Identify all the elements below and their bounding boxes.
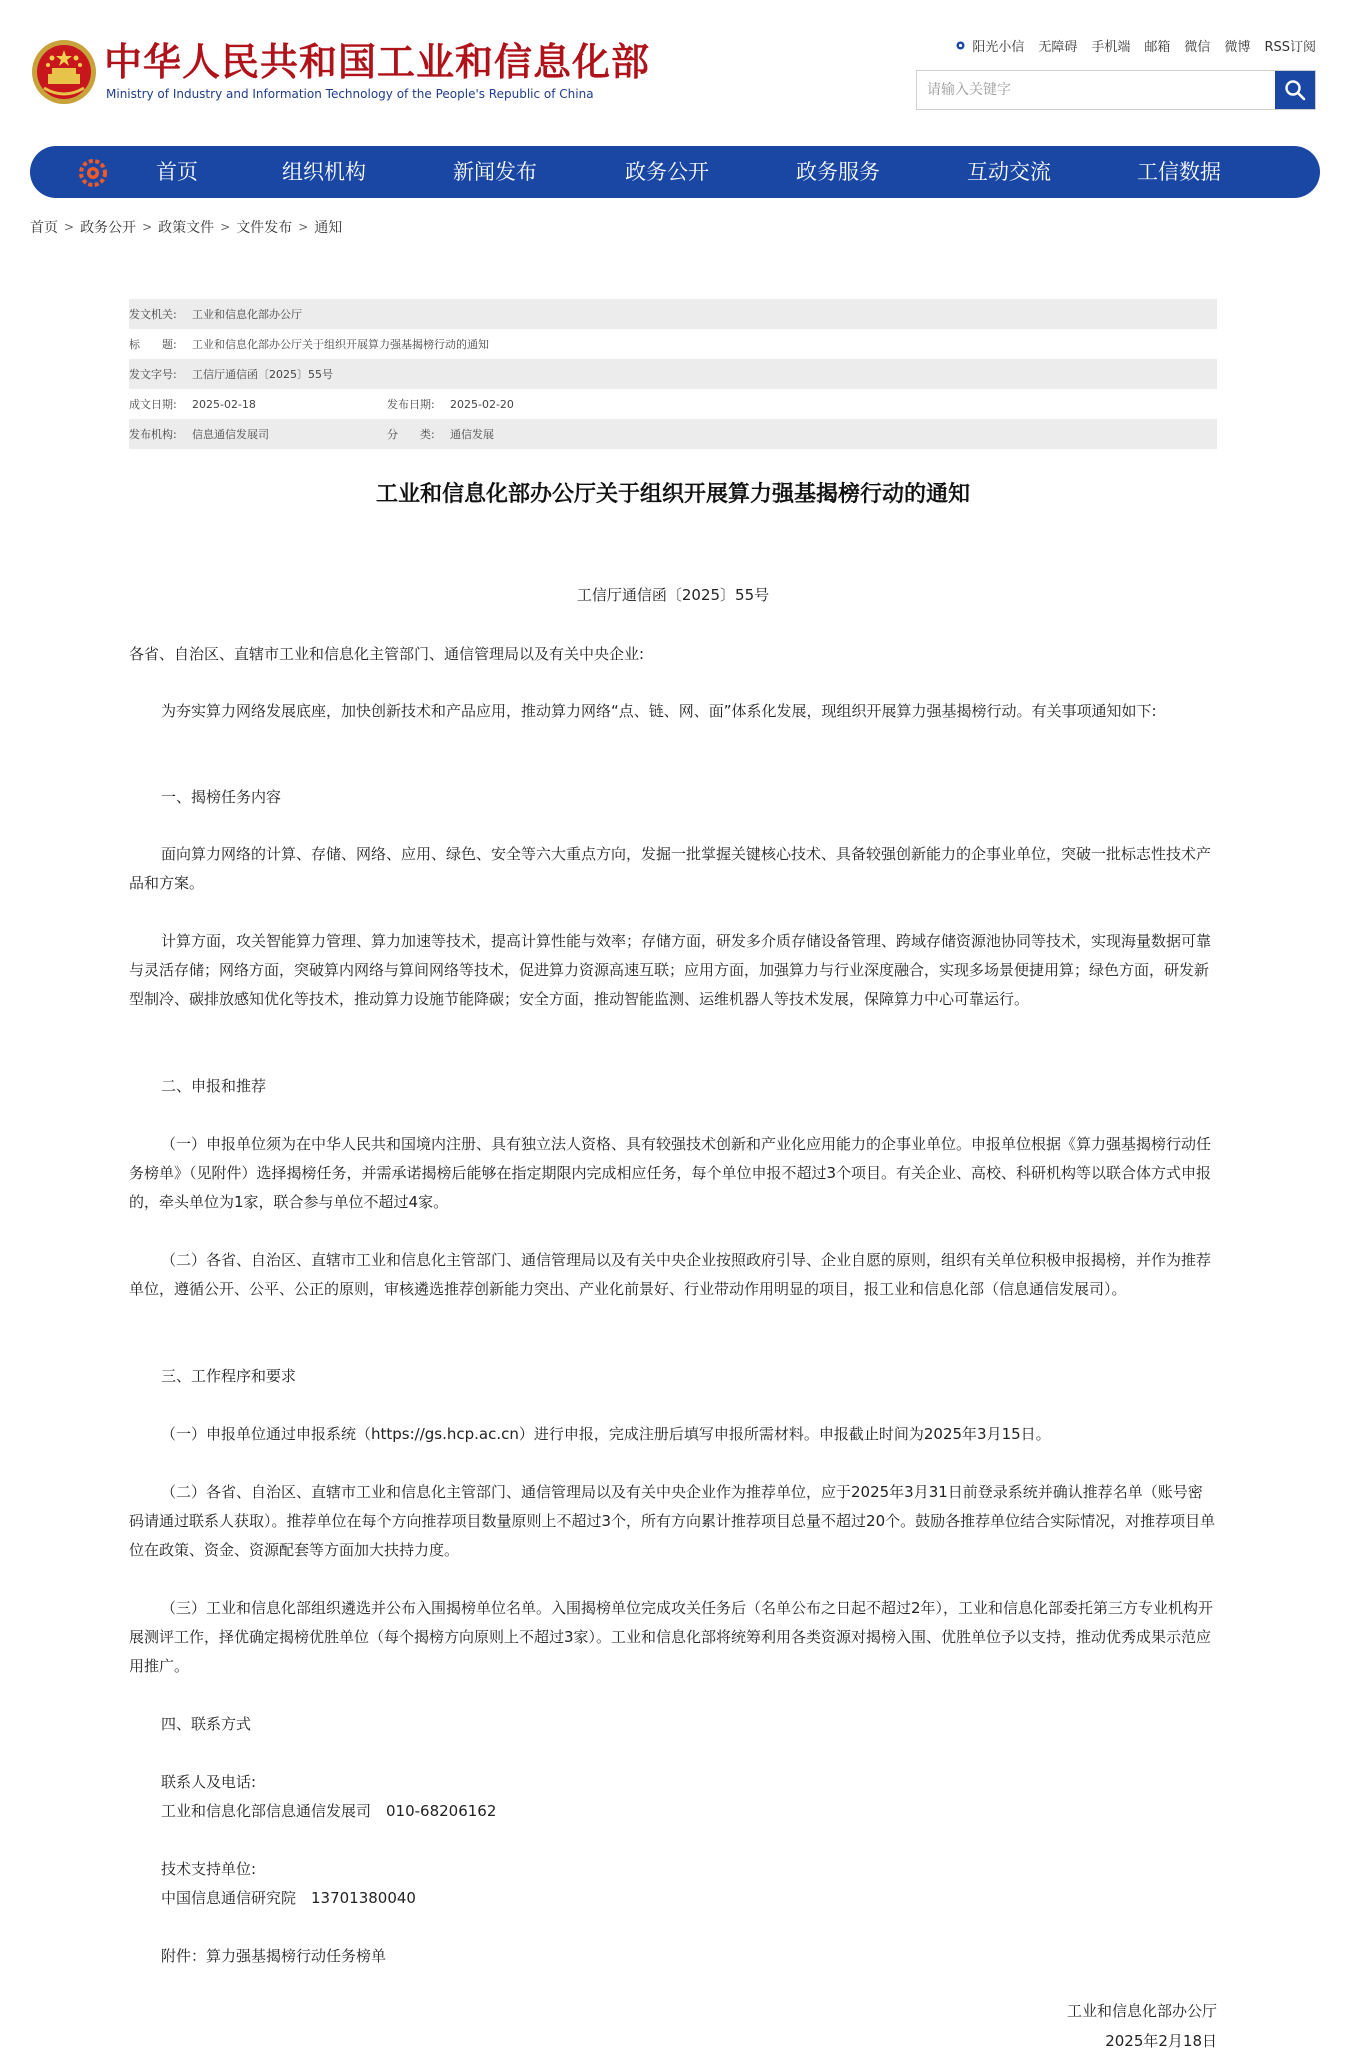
article-heading: 一、揭榜任务内容 <box>161 788 282 806</box>
meta-label: 发布日期: <box>387 398 435 411</box>
article-paragraph: （三）工业和信息化部组织遴选并公布入围揭榜单位名单。入围揭榜单位完成攻关任务后（名单公布之日起不超过2年），工业和信息化部委托第三方专业机构开展测评工作，择优确定揭榜优胜单位（每个揭榜方向原则上不超过3家）。工业和信息化部将统筹利用各类资源对揭榜入围、优胜单位予以支持，推动优秀成果示范应用推广。 <box>129 1599 1214 1675</box>
meta-value-docno: 工信厅通信函〔2025〕55号 <box>192 368 333 381</box>
breadcrumb-separator: > <box>142 220 153 234</box>
support-label: 技术支持单位: <box>161 1860 257 1878</box>
meta-value-title: 工业和信息化部办公厅关于组织开展算力强基揭榜行动的通知 <box>192 338 489 351</box>
meta-row-docno <box>129 359 1217 389</box>
meta-label: 发文机关: <box>129 308 177 321</box>
toplink-wechat[interactable]: 微信 <box>1184 40 1211 55</box>
article-paragraph: （一）申报单位通过申报系统（https://gs.hcp.ac.cn）进行申报，完成注册后填写申报所需材料。申报截止时间为2025年3月15日。 <box>161 1425 1051 1443</box>
meta-value-issuer: 工业和信息化部办公厅 <box>192 308 302 321</box>
breadcrumb-separator: > <box>298 220 309 234</box>
meta-row-title <box>129 329 1217 359</box>
nav-news[interactable]: 新闻发布 <box>453 160 537 184</box>
article-doc-number: 工信厅通信函〔2025〕55号 <box>576 586 770 604</box>
article-heading: 三、工作程序和要求 <box>161 1367 297 1385</box>
meta-value-category: 通信发展 <box>450 428 494 441</box>
national-emblem-icon <box>30 38 98 106</box>
meta-row-org <box>129 419 1217 449</box>
top-links <box>954 36 1316 55</box>
nav-home[interactable]: 首页 <box>156 160 198 184</box>
meta-label: 发文字号: <box>129 368 177 381</box>
support-info: 中国信息通信研究院 13701380040 <box>161 1889 416 1907</box>
breadcrumb-separator: > <box>220 220 231 234</box>
article-paragraph: 面向算力网络的计算、存储、网络、应用、绿色、安全等六大重点方向，发掘一批掌握关键核心技术、具备较强创新能力的企事业单位，突破一批标志性技术产品和方案。 <box>129 845 1212 892</box>
nav-organization[interactable]: 组织机构 <box>282 160 366 184</box>
attachment-link[interactable]: 附件：算力强基揭榜行动任务榜单 <box>161 1947 387 1965</box>
toplink-mobile[interactable]: 手机端 <box>1091 40 1131 55</box>
search-button[interactable] <box>1275 71 1315 109</box>
toplink-weibo[interactable]: 微博 <box>1224 40 1251 55</box>
breadcrumb-notice[interactable]: 通知 <box>314 220 343 236</box>
contact-label: 联系人及电话: <box>161 1773 257 1791</box>
breadcrumb-publish[interactable]: 文件发布 <box>236 220 293 236</box>
meta-label: 发布机构: <box>129 428 177 441</box>
main-nav <box>30 146 1320 198</box>
meta-row-dates <box>129 389 1217 419</box>
sun-icon <box>954 39 967 52</box>
site-header <box>0 0 1351 140</box>
meta-label: 分 类: <box>387 428 435 441</box>
search-input[interactable] <box>917 71 1275 109</box>
search-box <box>916 70 1316 110</box>
meta-value-created: 2025-02-18 <box>192 397 256 411</box>
meta-value-published: 2025-02-20 <box>450 397 514 411</box>
meta-value-org: 信息通信发展司 <box>192 428 269 441</box>
meta-label: 成文日期: <box>129 398 177 411</box>
meta-row-issuer <box>129 299 1217 329</box>
toplink-label: 阳光小信 <box>972 40 1025 55</box>
breadcrumb <box>30 217 342 237</box>
toplink-accessibility[interactable]: 无障碍 <box>1038 40 1078 55</box>
breadcrumb-gov-affairs[interactable]: 政务公开 <box>80 220 137 236</box>
breadcrumb-policy[interactable]: 政策文件 <box>158 220 215 236</box>
article-salutation: 各省、自治区、直辖市工业和信息化主管部门、通信管理局以及有关中央企业: <box>129 645 645 663</box>
article-paragraph: （二）各省、自治区、直辖市工业和信息化主管部门、通信管理局以及有关中央企业按照政府引导、企业自愿的原则，组织有关单位积极申报揭榜，并作为推荐单位，遵循公开、公平、公正的原则，审核遴选推荐创新能力突出、产业化前景好、行业带动作用明显的项目，报工业和信息化部（信息通信发展司）。 <box>129 1251 1212 1298</box>
nav-data[interactable]: 工信数据 <box>1137 160 1221 184</box>
search-icon <box>1284 79 1306 101</box>
toplink-mail[interactable]: 邮箱 <box>1144 40 1171 55</box>
article-paragraph: 为夯实算力网络发展底座，加快创新技术和产品应用，推动算力网络“点、链、网、面”体系化发展，现组织开展算力强基揭榜行动。有关事项通知如下: <box>161 702 1157 720</box>
nav-gov-affairs[interactable]: 政务公开 <box>625 160 709 184</box>
meta-label: 标 题: <box>129 338 177 351</box>
signature-org: 工业和信息化部办公厅 <box>1066 2002 1217 2020</box>
nav-services[interactable]: 政务服务 <box>796 160 880 184</box>
ministry-logo-icon <box>78 158 108 188</box>
article-paragraph: （一）申报单位须为在中华人民共和国境内注册、具有独立法人资格、具有较强技术创新和产业化应用能力的企事业单位。申报单位根据《算力强基揭榜行动任务榜单》（见附件）选择揭榜任务，并需承诺揭榜后能够在指定期限内完成相应任务，每个单位申报不超过3个项目。有关企业、高校、科研机构等以联合体方式申报的，牵头单位为1家，联合参与单位不超过4家。 <box>129 1135 1212 1211</box>
article-heading: 四、联系方式 <box>161 1715 252 1733</box>
site-subtitle: Ministry of Industry and Information Technology of the People's Republic of China <box>106 87 594 101</box>
article-paragraph: 计算方面，攻关智能算力管理、算力加速等技术，提高计算性能与效率；存储方面，研发多介质存储设备管理、跨域存储资源池协同等技术，实现海量数据可靠与灵活存储；网络方面，突破算内网络与算间网络等技术，促进算力资源高速互联；应用方面，加强算力与行业深度融合，实现多场景便捷用算；绿色方面，研发新型制冷、碳排放感知优化等技术，推动算力设施节能降碳；安全方面，推动智能监测、运维机器人等技术发展，保障算力中心可靠运行。 <box>129 932 1212 1008</box>
article-heading: 二、申报和推荐 <box>161 1077 267 1095</box>
nav-interaction[interactable]: 互动交流 <box>967 160 1051 184</box>
article-paragraph: （二）各省、自治区、直辖市工业和信息化主管部门、通信管理局以及有关中央企业作为推荐单位，应于2025年3月31日前登录系统并确认推荐名单（账号密码请通过联系人获取）。推荐单位在每个方向推荐项目数量原则上不超过3个，所有方向累计推荐项目总量不超过20个。鼓励各推荐单位结合实际情况，对推荐项目单位在政策、资金、资源配套等方面加大扶持力度。 <box>129 1483 1216 1559</box>
document-meta-table <box>129 299 1217 449</box>
site-title: 中华人民共和国工业和信息化部 <box>104 40 651 84</box>
breadcrumb-home[interactable]: 首页 <box>30 220 58 236</box>
toplink-sunshine[interactable] <box>954 36 1024 55</box>
signature-date: 2025年2月18日 <box>1105 2032 1217 2050</box>
contact-info: 工业和信息化部信息通信发展司 010-68206162 <box>161 1802 497 1820</box>
toplink-rss[interactable]: RSS订阅 <box>1264 40 1316 55</box>
article-title: 工业和信息化部办公厅关于组织开展算力强基揭榜行动的通知 <box>375 482 970 507</box>
breadcrumb-separator: > <box>64 220 75 234</box>
